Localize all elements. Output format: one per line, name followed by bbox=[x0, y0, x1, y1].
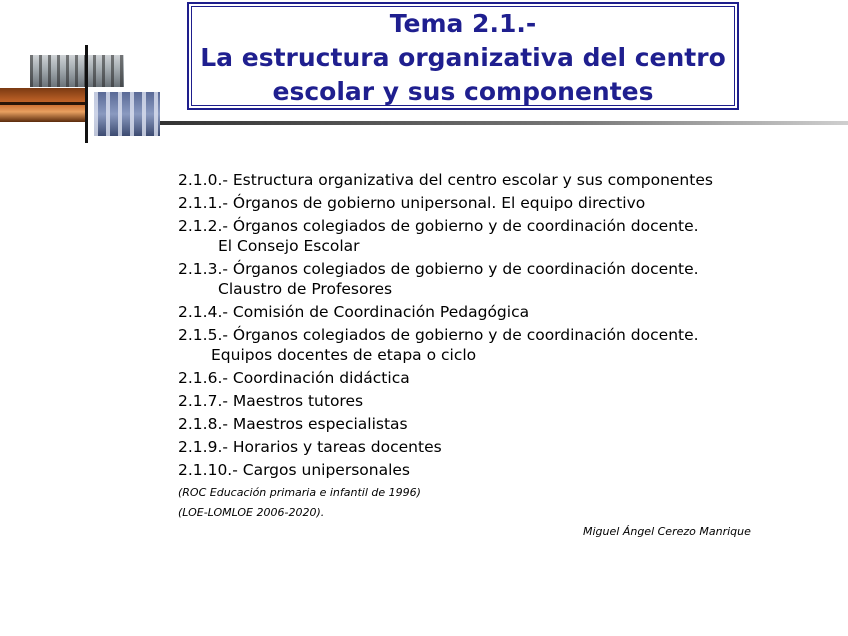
author-credit: Miguel Ángel Cerezo Manrique bbox=[583, 525, 751, 538]
list-item bbox=[178, 368, 818, 388]
list-item-continuation: El Consejo Escolar bbox=[218, 237, 360, 255]
list-item-text: 2.1.4.- Comisión de Coordinación Pedagógica bbox=[178, 303, 530, 321]
list-item-text: 2.1.6.- Coordinación didáctica bbox=[178, 369, 410, 387]
building-photo bbox=[30, 55, 124, 87]
list-item-text: 2.1.0.- Estructura organizativa del centro escolar y sus componentes bbox=[178, 171, 713, 189]
title-line-1: Tema 2.1.- bbox=[389, 9, 537, 38]
horizontal-divider bbox=[160, 121, 848, 125]
vertical-divider bbox=[85, 45, 88, 143]
list-item bbox=[178, 259, 818, 299]
sunset-photo bbox=[0, 88, 86, 122]
list-item-text: 2.1.10.- Cargos unipersonales bbox=[178, 461, 410, 479]
list-item-text: 2.1.9.- Horarios y tareas docentes bbox=[178, 438, 442, 456]
list-item bbox=[178, 414, 818, 434]
list-item bbox=[178, 437, 818, 457]
list-item bbox=[178, 460, 818, 480]
list-item-text: 2.1.7.- Maestros tutores bbox=[178, 392, 364, 410]
list-item-text: 2.1.2.- Órganos colegiados de gobierno y de coordinación docente. bbox=[178, 217, 699, 235]
list-item bbox=[178, 193, 818, 213]
title-box bbox=[187, 2, 739, 110]
roc-note: (ROC Educación primaria e infantil de 1996) bbox=[178, 486, 421, 499]
list-item-continuation: Claustro de Profesores bbox=[218, 280, 393, 298]
list-item-text: 2.1.8.- Maestros especialistas bbox=[178, 415, 408, 433]
title-line-2: La estructura organizativa del centro bbox=[200, 43, 726, 72]
list-item-text: 2.1.3.- Órganos colegiados de gobierno y de coordinación docente. bbox=[178, 260, 699, 278]
loe-note: (LOE-LOMLOE 2006-2020). bbox=[178, 506, 325, 519]
list-item bbox=[178, 216, 818, 256]
list-item-continuation: Equipos docentes de etapa o ciclo bbox=[211, 346, 477, 364]
list-item-text: 2.1.1.- Órganos de gobierno unipersonal. El equipo directivo bbox=[178, 194, 646, 212]
list-item bbox=[178, 170, 818, 190]
topic-list bbox=[178, 170, 818, 523]
columns-photo bbox=[94, 92, 160, 136]
list-item bbox=[178, 325, 818, 365]
list-item bbox=[178, 391, 818, 411]
list-item bbox=[178, 302, 818, 322]
title-line-3: escolar y sus componentes bbox=[272, 77, 654, 106]
list-item-text: 2.1.5.- Órganos colegiados de gobierno y de coordinación docente. bbox=[178, 326, 699, 344]
